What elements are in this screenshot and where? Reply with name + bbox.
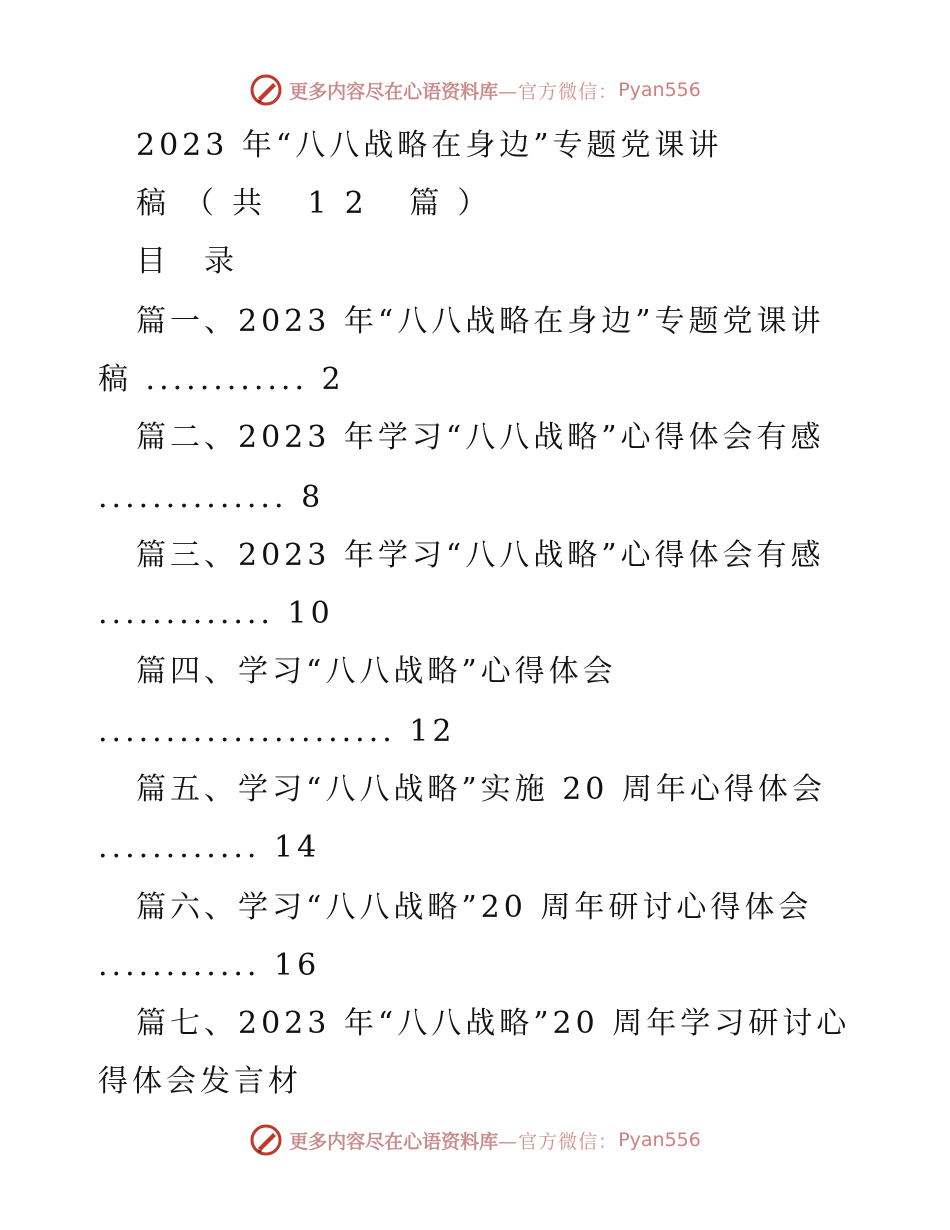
- toc-item-5-page: 14: [273, 830, 321, 865]
- toc-item-6-leader: [98, 946, 320, 986]
- toc-item-2-leader: [98, 478, 324, 518]
- toc-item-3-page: 10: [287, 596, 334, 631]
- toc-item-6-title: 篇六、学习“八八战略”20 周年研讨心得体会: [136, 890, 813, 925]
- document-title-line-2: 稿（共 12 篇）: [136, 186, 506, 221]
- toc-item-1-page: 2: [321, 362, 345, 397]
- watermark-wechat-label: —官方微信：: [498, 1130, 619, 1153]
- toc-heading: 目 录: [136, 244, 238, 279]
- toc-item-7-continuation: 得体会发言材: [98, 1064, 302, 1099]
- document-title-line-1: 2023 年“八八战略在身边”专题党课讲: [136, 128, 723, 163]
- toc-item-1-continuation: 稿: [98, 362, 132, 397]
- toc-item-1-title: 篇一、2023 年“八八战略在身边”专题党课讲: [136, 304, 825, 339]
- toc-item-6-page: 16: [273, 948, 321, 983]
- toc-item-5-leader: [98, 828, 320, 868]
- toc-item-2-dots: ..............: [98, 480, 288, 515]
- toc-item-4-page: 12: [409, 714, 456, 749]
- watermark-wechat-id: Pyan556: [618, 79, 701, 101]
- toc-item-4-dots: ......................: [98, 714, 396, 749]
- watermark-footer: [0, 1120, 950, 1160]
- toc-item-3-title: 篇三、2023 年学习“八八战略”心得体会有感: [136, 538, 825, 573]
- toc-item-4-leader: [98, 712, 456, 752]
- watermark-header: [0, 70, 950, 110]
- toc-item-1-leader: [98, 360, 345, 400]
- toc-item-6-dots: ............: [98, 948, 261, 983]
- toc-item-3-leader: [98, 594, 334, 634]
- toc-item-3-dots: .............: [98, 596, 274, 631]
- pen-logo-icon: [249, 73, 283, 107]
- toc-item-2-title: 篇二、2023 年学习“八八战略”心得体会有感: [136, 420, 825, 455]
- toc-item-5-dots: ............: [98, 830, 261, 865]
- watermark-main-text: 更多内容尽在心语资料库: [289, 1130, 499, 1153]
- toc-item-1-dots: ............: [145, 362, 308, 397]
- toc-item-2-page: 8: [301, 480, 325, 515]
- toc-item-4-title: 篇四、学习“八八战略”心得体会: [136, 654, 617, 689]
- toc-item-7-title: 篇七、2023 年“八八战略”20 周年学习研讨心: [136, 1006, 851, 1041]
- watermark-main-text: 更多内容尽在心语资料库: [289, 80, 499, 103]
- pen-logo-icon: [249, 1123, 283, 1157]
- watermark-wechat-label: —官方微信：: [498, 80, 619, 103]
- toc-item-5-title: 篇五、学习“八八战略”实施 20 周年心得体会: [136, 772, 826, 807]
- watermark-wechat-id: Pyan556: [618, 1129, 701, 1151]
